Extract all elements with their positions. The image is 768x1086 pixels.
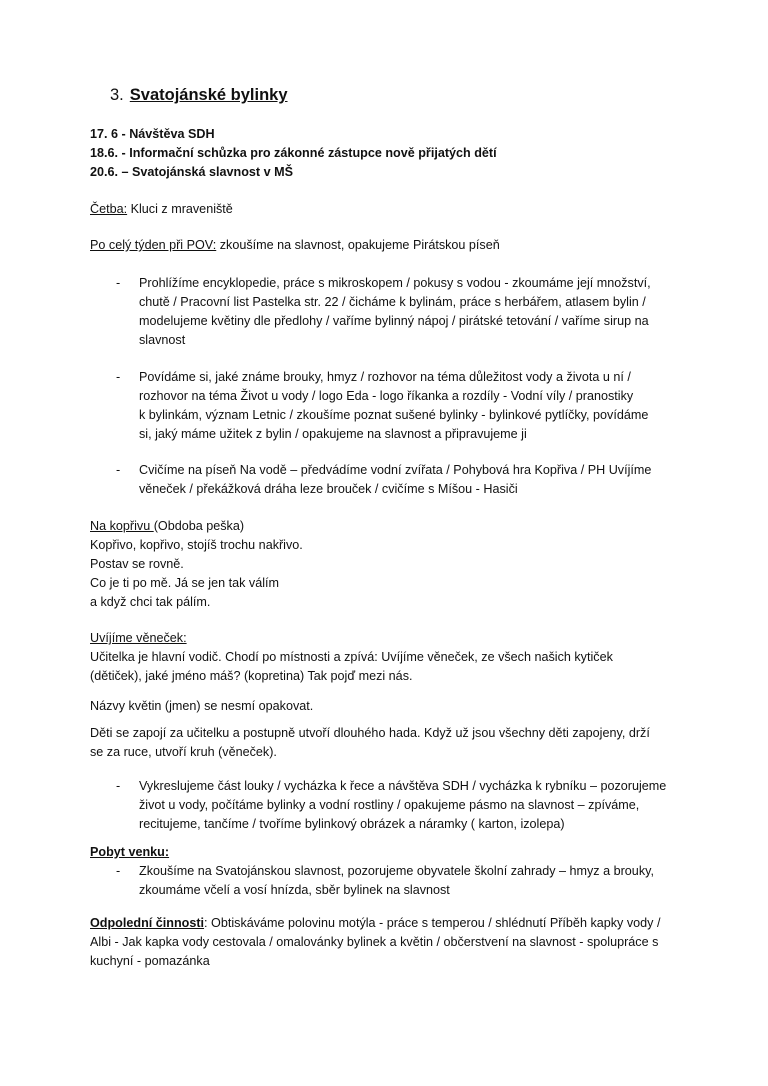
- afternoon-line: [90, 914, 660, 933]
- section-heading: [110, 84, 288, 106]
- section-number: 3.: [110, 86, 124, 104]
- game-text-line: se za ruce, utvoří kruh (věneček).: [90, 745, 277, 759]
- list-item-line: věneček / překážková dráha leze brouček / cvičíme s Míšou - Hasiči: [139, 482, 518, 496]
- game-text-line: Názvy květin (jmen) se nesmí opakovat.: [90, 699, 314, 713]
- afternoon-text: : Obtiskáváme polovinu motýla - práce s temperou / shlédnutí Příběh kapky vody /: [204, 916, 661, 930]
- afternoon-label: Odpolední činnosti: [90, 916, 205, 930]
- list-item-line: recitujeme, tančíme / tvoříme bylinkový obrázek a náramky ( karton, izolepa): [139, 817, 565, 831]
- list-item-line: zkoumáme včelí a vosí hnízda, sběr bylinek na slavnost: [139, 883, 450, 897]
- game-title: Uvíjíme věneček:: [90, 631, 187, 645]
- event-line: 18.6. - Informační schůzka pro zákonné zástupce nově přijatých dětí: [90, 146, 497, 160]
- list-item: [139, 461, 651, 499]
- bullet-dash: -: [116, 370, 121, 384]
- afternoon-line: Albi - Jak kapka vody cestovala / omalovánky bylinek a květin / občerstvení na slavnost - spolupráce s: [90, 935, 659, 949]
- list-item-line: Cvičíme na píseň Na vodě – předvádíme vodní zvířata / Pohybová hra Kopřiva / PH Uvíjíme: [139, 463, 652, 477]
- game-text-line: Děti se zapojí za učitelku a postupně utvoří dlouhého hada. Když už jsou všechny děti zapojeny, drží: [90, 726, 650, 740]
- week-label: Po celý týden při POV:: [90, 238, 217, 252]
- list-item-line: život u vody, počítáme bylinky a vodní rostliny / opakujeme pásmo na slavnost – zpíváme,: [139, 798, 640, 812]
- list-item-line: k bylinkám, význam Letnic / zkoušíme poznat sušené bylinky - bylinkové pytlíčky, povídáme: [139, 408, 649, 422]
- poem-note: (Obdoba peška): [153, 519, 245, 533]
- poem-heading: [90, 517, 244, 536]
- game-text-line: Učitelka je hlavní vodič. Chodí po místnosti a zpívá: Uvíjíme věneček, ze všech našich kytiček: [90, 650, 613, 664]
- list-item-line: modelujeme květiny dle předlohy / vaříme bylinný nápoj / pirátské tetování / vaříme sirup na: [139, 314, 649, 328]
- list-item-line: slavnost: [139, 333, 186, 347]
- event-line: 20.6. – Svatojánská slavnost v MŠ: [90, 165, 294, 179]
- afternoon-line: kuchyní - pomazánka: [90, 954, 210, 968]
- poem-line: a když chci tak pálím.: [90, 595, 211, 609]
- reading-text: Kluci z mraveniště: [127, 202, 233, 216]
- reading-line: [90, 200, 233, 219]
- week-line: [90, 236, 500, 255]
- list-item: [139, 862, 654, 900]
- poem-title: Na kopřivu: [90, 519, 154, 533]
- game-text-line: (dětiček), jaké jméno máš? (kopretina) Tak pojď mezi nás.: [90, 669, 413, 683]
- list-item: [139, 777, 666, 834]
- list-item-line: Vykreslujeme část louky / vycházka k řece a návštěva SDH / vycházka k rybníku – pozorujeme: [139, 779, 667, 793]
- list-item: [139, 274, 651, 350]
- list-item-line: chutě / Pracovní list Pastelka str. 22 / čicháme k bylinám, práce s herbářem, atlasem bylin /: [139, 295, 646, 309]
- list-item: [139, 368, 648, 444]
- bullet-dash: -: [116, 864, 121, 878]
- list-item-line: si, jaký máme užitek z bylin / opakujeme na slavnost a připravujeme ji: [139, 427, 527, 441]
- event-line: 17. 6 - Návštěva SDH: [90, 127, 215, 141]
- section-title: Svatojánské bylinky: [129, 86, 288, 104]
- bullet-dash: -: [116, 463, 121, 477]
- list-item-line: rozhovor na téma Život u vody / logo Eda - logo říkanka a rozdíly - Vodní víly / pranostiky: [139, 389, 634, 403]
- poem-line: Co je ti po mě. Já se jen tak válím: [90, 576, 279, 590]
- poem-line: Kopřivo, kopřivo, stojíš trochu nakřivo.: [90, 538, 303, 552]
- poem-line: Postav se rovně.: [90, 557, 184, 571]
- bullet-dash: -: [116, 276, 121, 290]
- list-item-line: Prohlížíme encyklopedie, práce s mikroskopem / pokusy s vodou - zkoumáme její množství,: [139, 276, 651, 290]
- list-item-line: Povídáme si, jaké známe brouky, hmyz / rozhovor na téma důležitost vody a života u ní /: [139, 370, 631, 384]
- bullet-dash: -: [116, 779, 121, 793]
- list-item-line: Zkoušíme na Svatojánskou slavnost, pozorujeme obyvatele školní zahrady – hmyz a brouky,: [139, 864, 654, 878]
- reading-label: Četba:: [90, 202, 128, 216]
- week-text: zkoušíme na slavnost, opakujeme Pirátskou píseň: [216, 238, 500, 252]
- outdoor-title: Pobyt venku:: [90, 845, 170, 859]
